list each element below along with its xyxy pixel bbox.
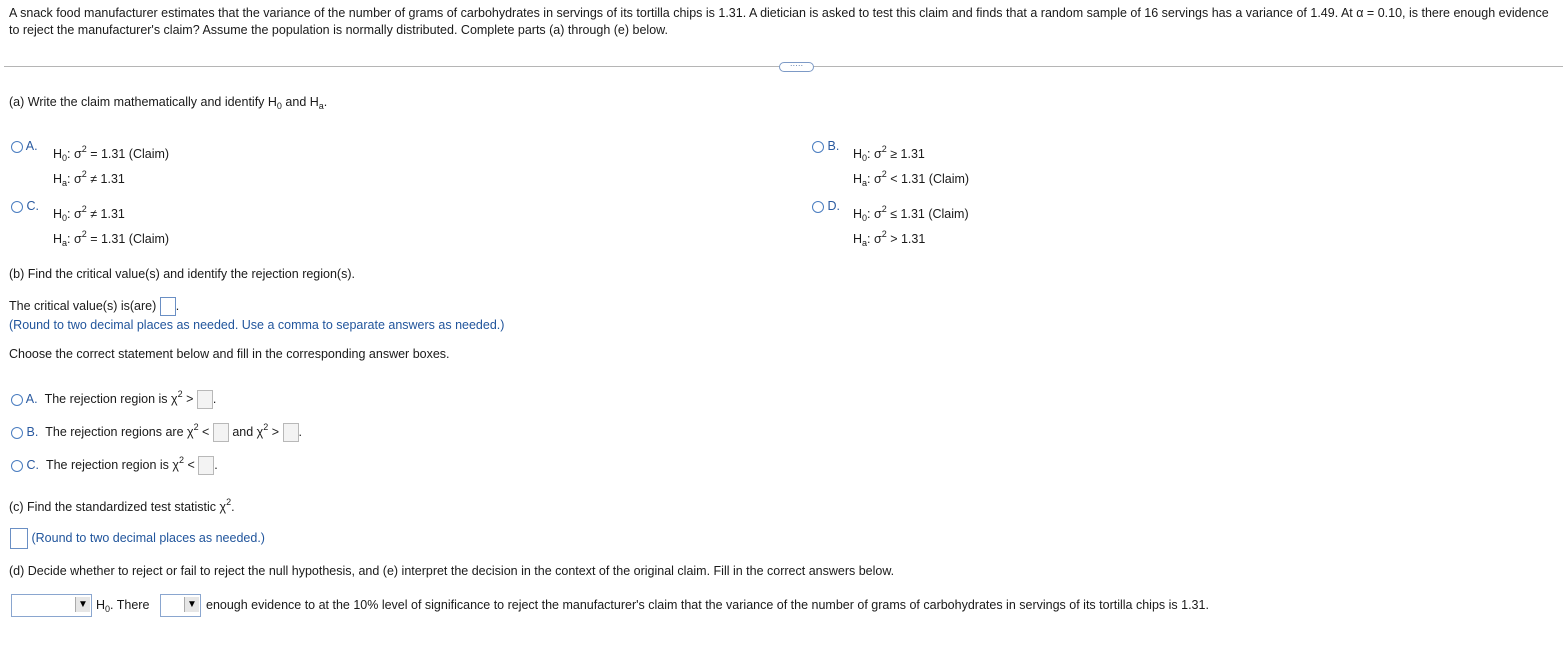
region-c-input[interactable] [198,456,214,475]
part-b-choose: Choose the correct statement below and fill in the corresponding answer boxes. [9,347,450,361]
hyp-d-h0: $H_0$: $\sigma^2 \le 1.31$ (Claim) [853,204,969,223]
radio-b[interactable] [812,141,824,153]
h0-label: $H_0$. There [96,598,150,614]
part-a-dot: . [323,95,328,109]
part-a-prompt [9,95,327,111]
critical-value-row: The critical value(s) is(are) . [9,297,179,316]
part-de-prompt: (d) Decide whether to reject or fail to reject the null hypothesis, and (e) interpret the decision in the context of the original claim. Fill in the correct answers below. [9,564,895,578]
sub-0: 0 [276,101,282,111]
region-option-a[interactable]: A. The rejection region is $\chi^2$ > . [11,389,216,409]
problem-statement: A snack food manufacturer estimates that the variance of the number of grams of carbohydrates in servings of its tortilla chips is 1.31. A dietician is asked to test this claim and finds that a random sample of 16 servings has a variance of 1.49. At α = 0.10, is there enough evidence to reject the manufacturer's claim? Assume the population is normally distributed. Complete parts (a) through (e) below. [9,6,1549,37]
hyp-option-d[interactable] [812,199,840,213]
radio-a[interactable] [11,141,23,153]
region-text-c: The rejection region is χ [45,458,179,472]
chevron-down-icon: ▼ [75,597,90,612]
region-radio-a[interactable] [11,394,23,406]
region-b-input-1[interactable] [213,423,229,442]
hyp-a-h0: $H_0$: $\sigma^2 = 1.31$ (Claim) [53,144,170,163]
region-b-input-2[interactable] [283,423,299,442]
radio-d[interactable] [812,201,824,213]
test-statistic-input[interactable] [10,528,28,549]
decision-dropdown[interactable] [11,594,92,617]
critical-label: The critical value(s) is(are) [9,298,160,313]
part-c-round-note: (Round to two decimal places as needed.) [31,530,265,545]
hyp-b-h0: $H_0$: $\sigma^2 \ge 1.31$ [853,144,925,163]
region-text-b: The rejection regions are χ [45,425,194,439]
option-letter-a: A. [25,139,38,153]
hyp-d-ha: $H_a$: $\sigma^2 > 1.31$ [853,229,926,248]
hyp-c-ha: $H_a$: $\sigma^2 = 1.31$ (Claim) [53,229,170,248]
region-radio-b[interactable] [11,427,23,439]
part-a-and: and H [281,95,319,109]
part-c-prompt: (c) Find the standardized test statistic $\chi^2$. [9,497,235,514]
hyp-option-a[interactable] [11,139,38,153]
hyp-option-b[interactable] [812,139,839,153]
option-letter-b: B. [827,139,840,153]
critical-value-input[interactable] [160,297,176,316]
expand-more-button[interactable]: ····· [779,62,814,72]
region-a-input[interactable] [197,390,213,409]
region-option-c[interactable]: C. The rejection region is $\chi^2$ < . [11,455,218,475]
conclusion-sentence: enough evidence to at the 10% level of significance to reject the manufacturer's claim that the variance of the number of grams of carbohydrates in servings of its tortilla chips is 1.31. [206,598,1209,612]
part-b-round-note: (Round to two decimal places as needed. Use a comma to separate answers as needed.) [9,318,505,332]
test-stat-row [10,528,265,549]
hyp-a-ha: $H_a$: $\sigma^2 \ne 1.31$ [53,169,125,188]
chevron-down-icon: ▼ [184,597,199,612]
hyp-b-ha: $H_a$: $\sigma^2 < 1.31$ (Claim) [853,169,970,188]
region-radio-c[interactable] [11,460,23,472]
part-a-prompt-text: (a) Write the claim mathematically and identify H [9,95,277,109]
hyp-c-h0: $H_0$: $\sigma^2 \ne 1.31$ [53,204,125,223]
option-letter-c: C. [26,199,39,213]
hyp-option-c[interactable] [11,199,39,213]
evidence-dropdown[interactable] [160,594,201,617]
region-letter-b: B. [26,425,39,439]
option-letter-d: D. [827,199,840,213]
sub-a: a [318,101,324,111]
region-letter-a: A. [25,392,38,406]
region-option-b[interactable]: B. The rejection regions are $\chi^2$ < and $\chi^2$ > . [11,422,302,442]
region-letter-c: C. [26,458,39,472]
region-text-a: The rejection region is χ [44,392,178,406]
radio-c[interactable] [11,201,23,213]
part-b-prompt: (b) Find the critical value(s) and identify the rejection region(s). [9,267,355,281]
